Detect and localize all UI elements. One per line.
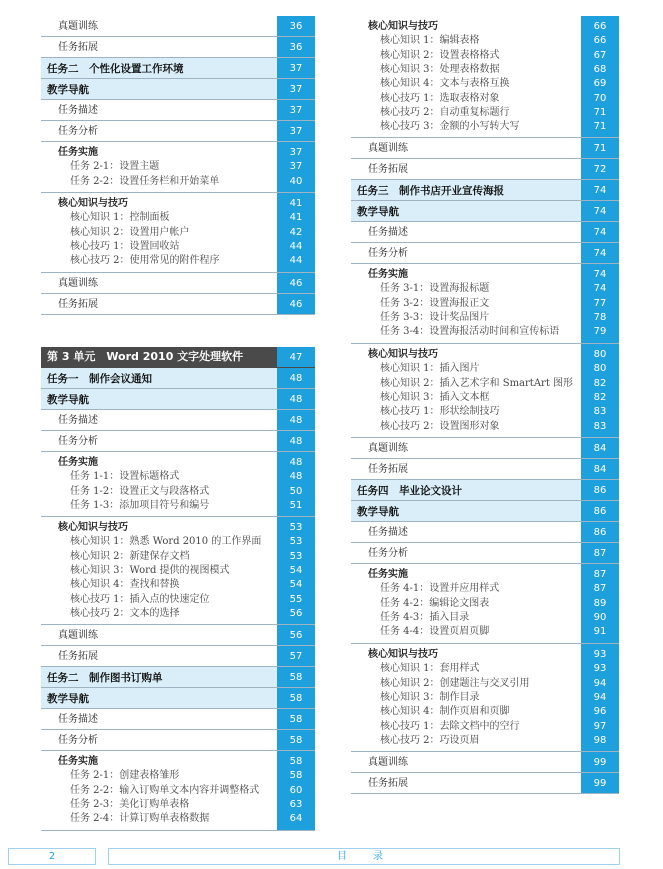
toc-entry-label: 任务拓展 (368, 778, 408, 789)
page-number: 74 (593, 283, 607, 295)
toc-group-heading: 任务实施 (58, 457, 98, 468)
toc-item[interactable]: 核心知识 2：新建保存文档 (70, 550, 190, 562)
toc-entry-label: 真题训练 (58, 21, 98, 32)
toc-entry-label: 任务描述 (368, 527, 408, 538)
page-number: 42 (289, 226, 303, 238)
page-number: 37 (289, 161, 303, 173)
toc-right-column (351, 16, 619, 794)
page-number: 86 (593, 485, 607, 496)
toc-entry-label: 任务描述 (58, 105, 98, 116)
toc-item[interactable]: 核心技巧 3：金额的小写转大写 (380, 121, 520, 133)
toc-entry-label: 任务二 制作图书订购单 (47, 672, 163, 684)
toc-entry-label: 任务分析 (368, 248, 408, 259)
page-number: 47 (289, 352, 303, 363)
toc-entry-label: 教学导航 (357, 506, 399, 518)
page-number: 37 (289, 84, 303, 95)
toc-section-band[interactable] (351, 501, 619, 522)
page-number: 58 (289, 756, 303, 767)
page-number: 94 (593, 691, 607, 703)
page-number: 48 (289, 373, 303, 384)
page-number: 71 (593, 106, 607, 118)
toc-item[interactable]: 核心技巧 1：设置回收站 (70, 240, 180, 252)
toc-group[interactable] (41, 517, 315, 625)
page-number: 36 (289, 21, 303, 32)
page-number: 80 (593, 349, 607, 360)
toc-item[interactable]: 核心知识 1：套用样式 (380, 663, 480, 675)
toc-item[interactable]: 核心知识 4：文本与表格互换 (380, 78, 510, 90)
toc-section-band[interactable] (351, 480, 619, 501)
toc-item[interactable]: 核心技巧 2：自动重复标题行 (380, 106, 510, 118)
toc-item[interactable]: 任务 1-1：设置标题格式 (70, 471, 180, 483)
toc-entry-label: 任务拓展 (368, 464, 408, 475)
toc-entry-label: 教学导航 (47, 693, 89, 705)
toc-item[interactable]: 核心知识 1：熟悉 Word 2010 的工作界面 (70, 536, 262, 548)
toc-section-band[interactable] (41, 389, 315, 410)
toc-item[interactable]: 核心知识 1：编辑表格 (380, 35, 480, 47)
toc-section-band[interactable] (41, 368, 315, 389)
toc-item[interactable]: 核心知识 2：插入艺术字和 SmartArt 图形 (380, 377, 574, 389)
page-number: 98 (593, 734, 607, 746)
toc-item[interactable]: 任务 3-3：设计奖品图片 (380, 311, 490, 323)
toc-item[interactable]: 任务 2-1：设置主题 (70, 161, 160, 173)
page-number: 82 (593, 391, 607, 403)
toc-group[interactable] (351, 264, 619, 344)
page-number: 37 (289, 126, 303, 137)
page-number: 67 (593, 49, 607, 61)
toc-entry[interactable] (41, 730, 315, 751)
page-number: 72 (593, 164, 607, 175)
page-number: 63 (289, 798, 303, 810)
toc-entry-label: 教学导航 (47, 394, 89, 406)
page-number: 58 (289, 672, 303, 683)
page-number: 74 (593, 206, 607, 217)
page-number: 46 (289, 278, 303, 289)
page-number: 37 (289, 105, 303, 116)
toc-group-heading: 核心知识与技巧 (368, 649, 438, 660)
toc-section-band[interactable] (41, 58, 315, 79)
toc-entry[interactable] (41, 431, 315, 452)
toc-item[interactable]: 核心知识 3：处理表格数据 (380, 63, 500, 75)
toc-entry[interactable] (41, 709, 315, 730)
toc-group-heading: 核心知识与技巧 (58, 198, 128, 209)
toc-entry-label: 任务二 个性化设置工作环境 (47, 63, 184, 75)
toc-item[interactable]: 任务 4-1：设置并应用样式 (380, 583, 500, 595)
toc-item[interactable]: 任务 3-4：设置海报活动时间和宣传标语 (380, 326, 560, 338)
page-number: 78 (593, 311, 607, 323)
page-number: 37 (289, 63, 303, 74)
toc-group[interactable] (351, 644, 619, 752)
page-number: 84 (593, 443, 607, 454)
page-number: 41 (289, 198, 303, 209)
page-number: 66 (593, 35, 607, 47)
toc-entry[interactable] (41, 646, 315, 667)
page-number: 44 (289, 255, 303, 267)
toc-entry-label: 任务描述 (368, 227, 408, 238)
toc-entry-label: 真题训练 (368, 143, 408, 154)
page-number: 90 (593, 611, 607, 623)
page-number: 54 (289, 564, 303, 576)
page-number: 51 (289, 499, 303, 511)
page-number: 69 (593, 78, 607, 90)
toc-entry[interactable] (41, 294, 315, 315)
toc-group-heading: 任务实施 (368, 569, 408, 580)
toc-item[interactable]: 核心技巧 2：使用常见的附件程序 (70, 255, 220, 267)
toc-item[interactable]: 核心知识 1：控制面板 (70, 212, 170, 224)
page-number: 82 (593, 377, 607, 389)
page-number: 58 (289, 714, 303, 725)
page-number: 41 (289, 212, 303, 224)
page-number: 97 (593, 720, 607, 732)
toc-item[interactable]: 任务 1-2：设置正文与段落格式 (70, 485, 210, 497)
page-number: 55 (289, 593, 303, 605)
page-number: 77 (593, 297, 607, 309)
page-number: 44 (289, 240, 303, 252)
toc-entry-label: 教学导航 (47, 84, 89, 96)
page-number: 36 (289, 42, 303, 53)
toc-group-heading: 核心知识与技巧 (58, 522, 128, 533)
page-number: 58 (289, 693, 303, 704)
toc-item[interactable]: 任务 4-2：编辑论文图表 (380, 597, 490, 609)
page-number: 66 (593, 21, 607, 32)
toc-group[interactable] (41, 193, 315, 273)
toc-entry-label: 任务分析 (58, 436, 98, 447)
toc-entry[interactable] (351, 522, 619, 543)
toc-entry[interactable] (41, 121, 315, 142)
toc-item[interactable]: 任务 1-3：添加项目符号和编号 (70, 499, 210, 511)
toc-section-band[interactable] (41, 688, 315, 709)
toc-section-band[interactable] (351, 201, 619, 222)
page-number: 89 (593, 597, 607, 609)
toc-item[interactable]: 任务 4-3：插入目录 (380, 611, 470, 623)
page-number: 94 (593, 677, 607, 689)
toc-entry-label: 任务拓展 (368, 164, 408, 175)
toc-group-heading: 任务实施 (58, 756, 98, 767)
toc-item[interactable]: 核心技巧 2：设置图形对象 (380, 420, 500, 432)
toc-group-heading: 核心知识与技巧 (368, 21, 438, 32)
unit-header[interactable] (41, 347, 315, 368)
toc-entry[interactable] (41, 100, 315, 121)
footer-page-number: 2 (8, 848, 96, 865)
page-number: 58 (289, 735, 303, 746)
page-number: 99 (593, 778, 607, 789)
page-number: 93 (593, 663, 607, 675)
page-number: 68 (593, 63, 607, 75)
page-number: 91 (593, 626, 607, 638)
toc-group[interactable] (41, 751, 315, 831)
toc-entry[interactable] (351, 159, 619, 180)
toc-entry[interactable] (41, 625, 315, 646)
toc-item[interactable]: 任务 2-1：创建表格雏形 (70, 770, 180, 782)
page-number: 58 (289, 770, 303, 782)
toc-left-column (41, 16, 315, 831)
toc-section-band[interactable] (41, 667, 315, 688)
toc-item[interactable]: 任务 4-4：设置页眉页脚 (380, 626, 490, 638)
page-number: 56 (289, 607, 303, 619)
page-number: 71 (593, 121, 607, 133)
toc-item[interactable]: 任务 2-2：设置任务栏和开始菜单 (70, 175, 220, 187)
page-number: 74 (593, 185, 607, 196)
toc-entry[interactable] (351, 138, 619, 159)
toc-item[interactable]: 核心技巧 1：去除文档中的空行 (380, 720, 520, 732)
page-number: 84 (593, 464, 607, 475)
toc-item[interactable]: 核心知识 1：插入图片 (380, 363, 480, 375)
toc-entry[interactable] (351, 243, 619, 264)
toc-item[interactable]: 任务 2-2：输入订购单文本内容并调整格式 (70, 784, 260, 796)
page-number: 96 (593, 706, 607, 718)
toc-entry-label: 任务分析 (58, 735, 98, 746)
toc-item[interactable]: 核心知识 4：制作页眉和页脚 (380, 706, 510, 718)
toc-group[interactable] (351, 16, 619, 138)
toc-entry-label: 真题训练 (368, 443, 408, 454)
toc-item[interactable]: 核心技巧 1：插入点的快速定位 (70, 593, 210, 605)
toc-group[interactable] (351, 344, 619, 438)
toc-entry-label: 真题训练 (368, 757, 408, 768)
toc-entry[interactable] (41, 37, 315, 58)
page-number: 48 (289, 471, 303, 483)
page-number: 74 (593, 248, 607, 259)
toc-entry-label: 任务四 毕业论文设计 (357, 485, 462, 497)
footer-title: 目 录 (108, 848, 620, 865)
toc-entry[interactable] (41, 16, 315, 37)
toc-section-band[interactable] (351, 180, 619, 201)
toc-group[interactable] (41, 452, 315, 517)
toc-entry[interactable] (351, 438, 619, 459)
page-number: 93 (593, 649, 607, 660)
page-number: 87 (593, 569, 607, 580)
toc-entry-label: 任务拓展 (58, 651, 98, 662)
section-spacer (41, 315, 315, 347)
toc-entry-label: 教学导航 (357, 206, 399, 218)
toc-entry-label: 任务拓展 (58, 42, 98, 53)
toc-entry[interactable] (351, 773, 619, 794)
page-number: 40 (289, 175, 303, 187)
page-number: 53 (289, 536, 303, 548)
toc-group-heading: 任务实施 (368, 269, 408, 280)
page-number: 46 (289, 299, 303, 310)
page-number: 87 (593, 548, 607, 559)
toc-item[interactable]: 核心知识 3：插入文本框 (380, 391, 490, 403)
toc-item[interactable]: 任务 2-4：计算订购单表格数据 (70, 813, 210, 825)
toc-entry[interactable] (351, 459, 619, 480)
page-number: 48 (289, 394, 303, 405)
toc-entry-label: 任务拓展 (58, 299, 98, 310)
toc-entry[interactable] (351, 752, 619, 773)
toc-item[interactable]: 任务 2-3：美化订购单表格 (70, 798, 190, 810)
toc-section-band[interactable] (41, 79, 315, 100)
toc-entry-label: 任务描述 (58, 415, 98, 426)
page-number: 79 (593, 326, 607, 338)
toc-item[interactable]: 核心技巧 1：选取表格对象 (380, 92, 500, 104)
toc-item[interactable]: 核心知识 2：设置用户帐户 (70, 226, 190, 238)
page-number: 60 (289, 784, 303, 796)
page-number: 99 (593, 757, 607, 768)
toc-entry-label: 任务描述 (58, 714, 98, 725)
page-number: 37 (289, 147, 303, 158)
page-number: 83 (593, 406, 607, 418)
toc-item[interactable]: 任务 3-1：设置海报标题 (380, 283, 490, 295)
page-number: 48 (289, 457, 303, 468)
toc-item[interactable]: 核心知识 4：查找和替换 (70, 579, 180, 591)
toc-entry[interactable] (41, 273, 315, 294)
page-number: 56 (289, 630, 303, 641)
toc-entry-label: 真题训练 (58, 630, 98, 641)
toc-item[interactable]: 核心知识 3：制作目录 (380, 691, 480, 703)
toc-entry-label: 真题训练 (58, 278, 98, 289)
toc-entry[interactable] (41, 410, 315, 431)
toc-entry-label: 任务三 制作书店开业宣传海报 (357, 185, 504, 197)
toc-entry-label: 第 3 单元 Word 2010 文字处理软件 (47, 350, 244, 363)
page-number: 64 (289, 813, 303, 825)
toc-entry-label: 任务一 制作会议通知 (47, 373, 152, 385)
page-number: 87 (593, 583, 607, 595)
page-number: 86 (593, 527, 607, 538)
page-number: 74 (593, 269, 607, 280)
toc-item[interactable]: 核心技巧 2：巧设页眉 (380, 734, 480, 746)
toc-entry-label: 任务分析 (368, 548, 408, 559)
page-number: 50 (289, 485, 303, 497)
page-number: 74 (593, 227, 607, 238)
toc-item[interactable]: 核心技巧 1：形状绘制技巧 (380, 406, 500, 418)
page-number: 48 (289, 415, 303, 426)
page-number: 48 (289, 436, 303, 447)
page-number: 70 (593, 92, 607, 104)
toc-item[interactable]: 核心知识 3：Word 提供的视图模式 (70, 564, 230, 576)
page-number: 80 (593, 363, 607, 375)
toc-entry[interactable] (351, 543, 619, 564)
toc-group[interactable] (351, 564, 619, 644)
toc-item[interactable]: 核心知识 2：设置表格格式 (380, 49, 500, 61)
page-number: 57 (289, 651, 303, 662)
toc-group-heading: 核心知识与技巧 (368, 349, 438, 360)
page-number: 71 (593, 143, 607, 154)
toc-entry-label: 任务分析 (58, 126, 98, 137)
toc-group[interactable] (41, 142, 315, 193)
toc-entry[interactable] (351, 222, 619, 243)
page-number: 86 (593, 506, 607, 517)
toc-item[interactable]: 任务 3-2：设置海报正文 (380, 297, 490, 309)
toc-item[interactable]: 核心知识 2：创建题注与交叉引用 (380, 677, 530, 689)
page-number: 53 (289, 522, 303, 533)
page-number: 54 (289, 579, 303, 591)
page-number: 83 (593, 420, 607, 432)
page-number: 53 (289, 550, 303, 562)
toc-item[interactable]: 核心技巧 2：文本的选择 (70, 607, 180, 619)
toc-group-heading: 任务实施 (58, 147, 98, 158)
